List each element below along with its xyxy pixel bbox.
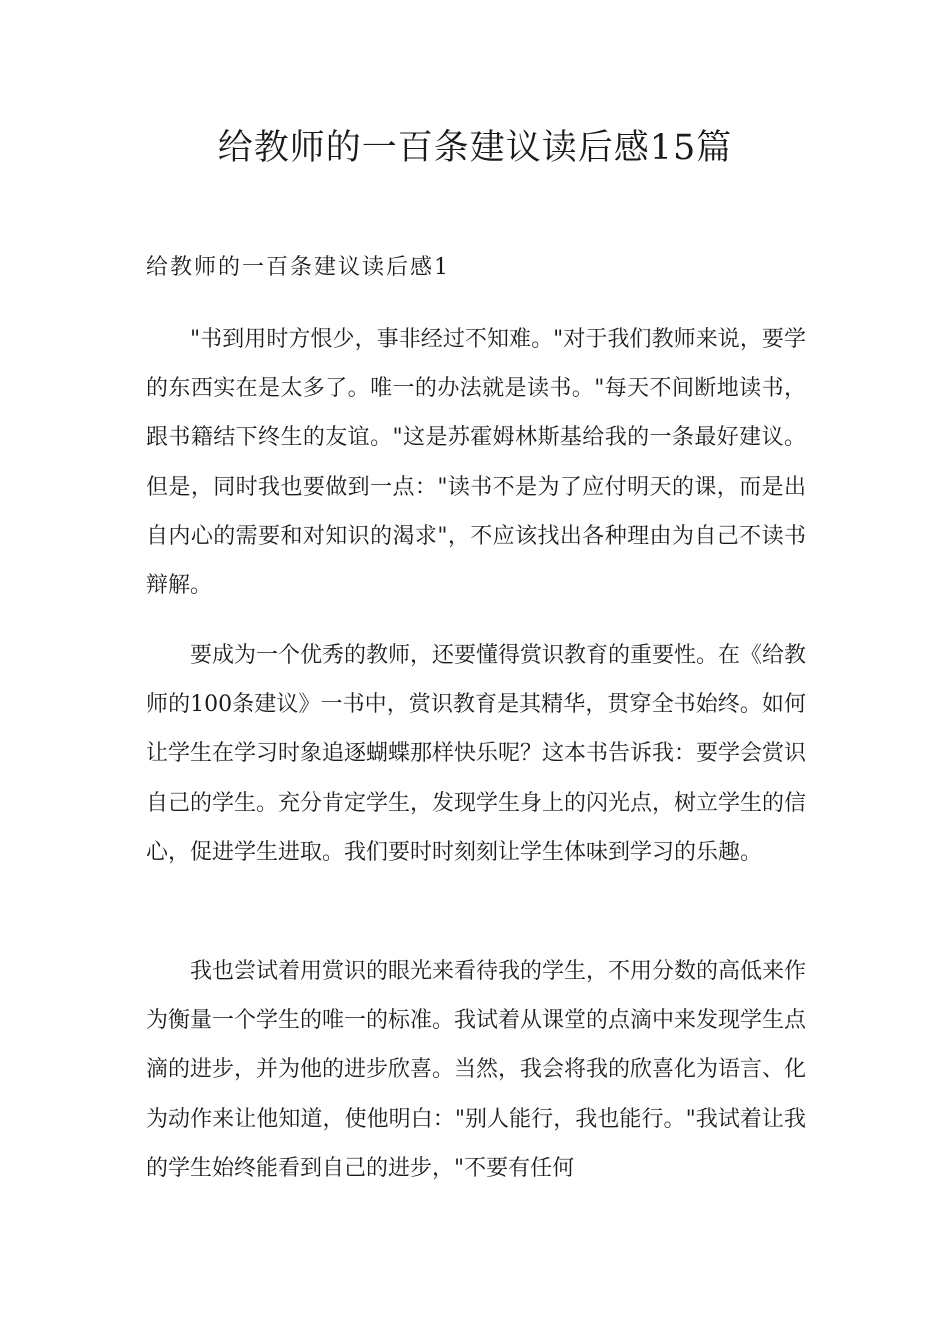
section-heading: 给教师的一百条建议读后感1 bbox=[146, 255, 450, 280]
paragraph-block bbox=[146, 315, 806, 610]
document-title: 给教师的一百条建议读后感15篇 bbox=[217, 128, 733, 168]
paragraph-1: "书到用时方恨少，事非经过不知难。"对于我们教师来说，要学的东西实在是太多了。唯一的办法就是读书。"每天不间断地读书，跟书籍结下终生的友谊。"这是苏霍姆林斯基给我的一条最好建议。但是，同时我也要做到一点："读书不是为了应付明天的课，而是出自内心的需要和对知识的渴求"，不应该找出各种理由为自己不读书辩解。 bbox=[146, 327, 806, 599]
paragraph-3: 我也尝试着用赏识的眼光来看待我的学生，不用分数的高低来作为衡量一个学生的唯一的标准。我试着从课堂的点滴中来发现学生点滴的进步，并为他的进步欣喜。当然，我会将我的欣喜化为语言、化为动作来让他知道，使他明白："别人能行，我也能行。"我试着让我的学生始终能看到自己的进步，"不要有任何 bbox=[146, 959, 807, 1181]
paragraph-block bbox=[146, 631, 806, 877]
paragraph-block bbox=[146, 947, 806, 1193]
paragraph-2: 要成为一个优秀的教师，还要懂得赏识教育的重要性。在《给教师的100条建议》一书中，赏识教育是其精华，贯穿全书始终。如何让学生在学习时象追逐蝴蝶那样快乐呢？这本书告诉我：要学会赏识自己的学生。充分肯定学生，发现学生身上的闪光点，树立学生的信心，促进学生进取。我们要时时刻刻让学生体味到学习的乐趣。 bbox=[146, 643, 807, 865]
